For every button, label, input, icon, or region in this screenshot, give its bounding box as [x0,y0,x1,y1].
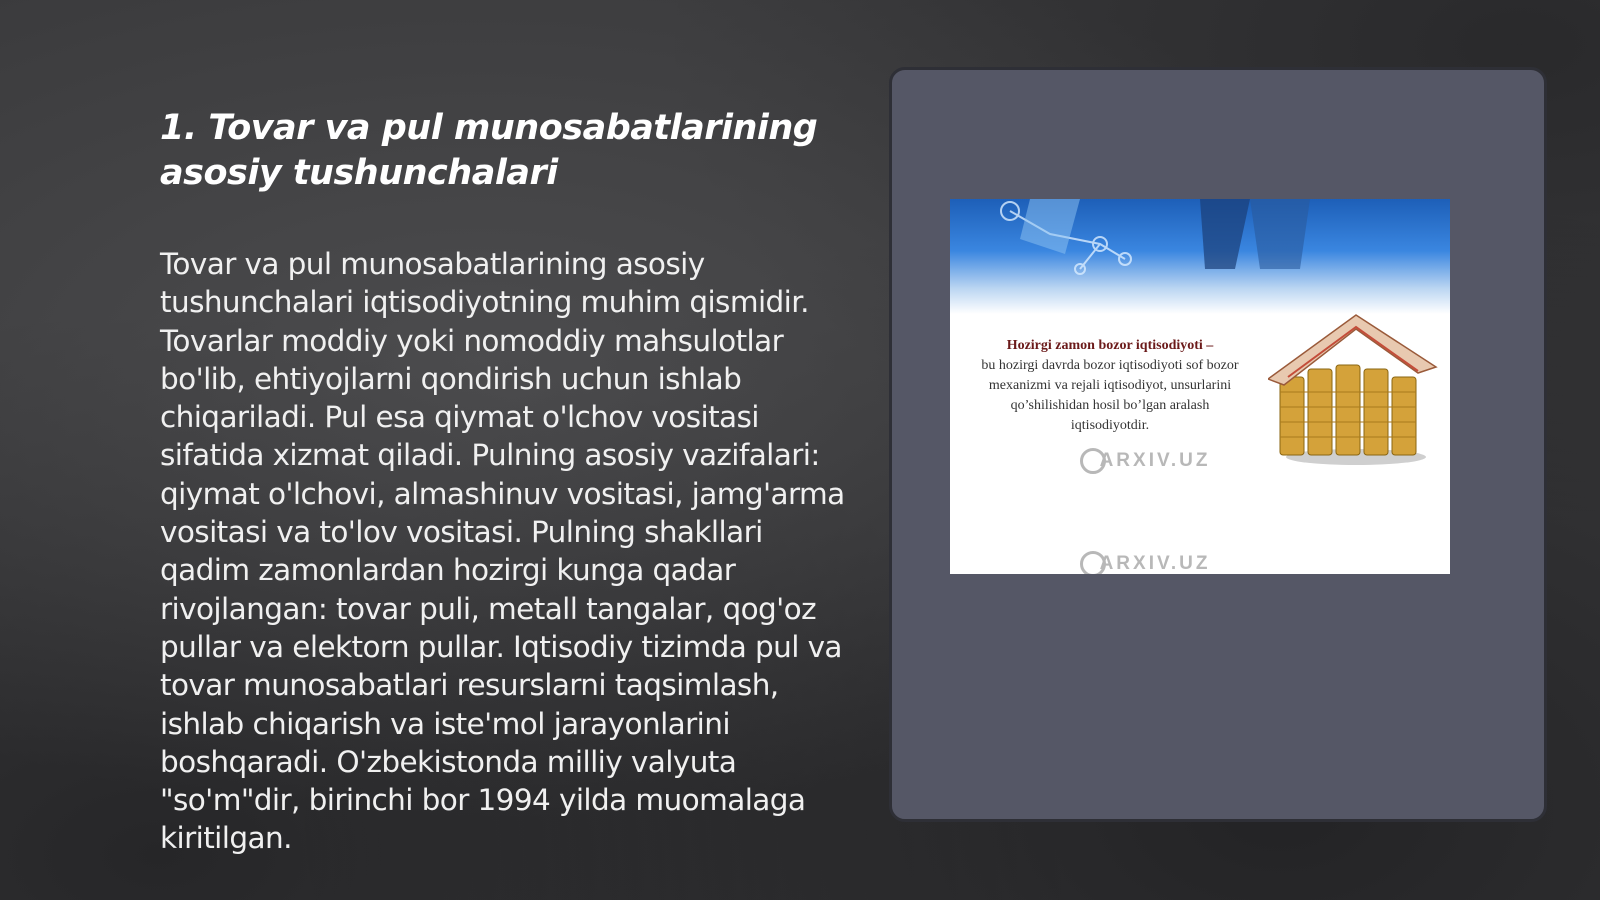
picture-caption [980,336,1240,436]
slide-picture [950,199,1450,574]
watermark-logo [1080,448,1211,474]
watermark-text-2: ARXIV.UZ [1099,553,1211,574]
caption-heading: Hozirgi zamon bozor iqtisodiyoti – [1006,338,1214,353]
slide-title: 1. Tovar va pul munosabatlarining asosiy tushunchalari [160,108,818,193]
coin-house-icon [1268,307,1438,467]
watermark-text: ARXIV.UZ [1099,450,1211,472]
watermark-logo-2 [1080,551,1211,574]
caption-text: bu hozirgi davrda bozor iqtisodiyoti sof bozor mexanizmi va rejali iqtisodiyot, unsurlarini qo’shilishidan hosil bo’lgan aralash iqtisodiyotdir. [981,358,1239,433]
picture-banner [950,199,1450,314]
slide-body-text: Tovar va pul munosabatlarining asosiy tushunchalari iqtisodiyotning muhim qismidir. Tovarlar moddiy yoki nomoddiy mahsulotlar bo'lib, ehtiyojlarni qondirish uchun ishlab chiqariladi. Pul esa qiymat o'lchov vositasi sifatida xizmat qiladi. Pulning asosiy vazifalari: qiymat o'lchovi, almashinuv vositasi, jamg'arma vositasi va to'lov vositasi. Pulning shakllari qadim zamonlardan hozirgi kunga qadar rivojlangan: tovar puli, metall tangalar, qog'oz pullar va elektorn pullar. Iqtisodiy tizimda pul va tovar munosabatlari resurslarni taqsimlash, ishlab chiqarish va iste'mol jarayonlarini boshqaradi. O'zbekistonda milliy valyuta "so'm"dir, birinchi bor 1994 yilda muomalaga kiritilgan. [160,247,845,856]
